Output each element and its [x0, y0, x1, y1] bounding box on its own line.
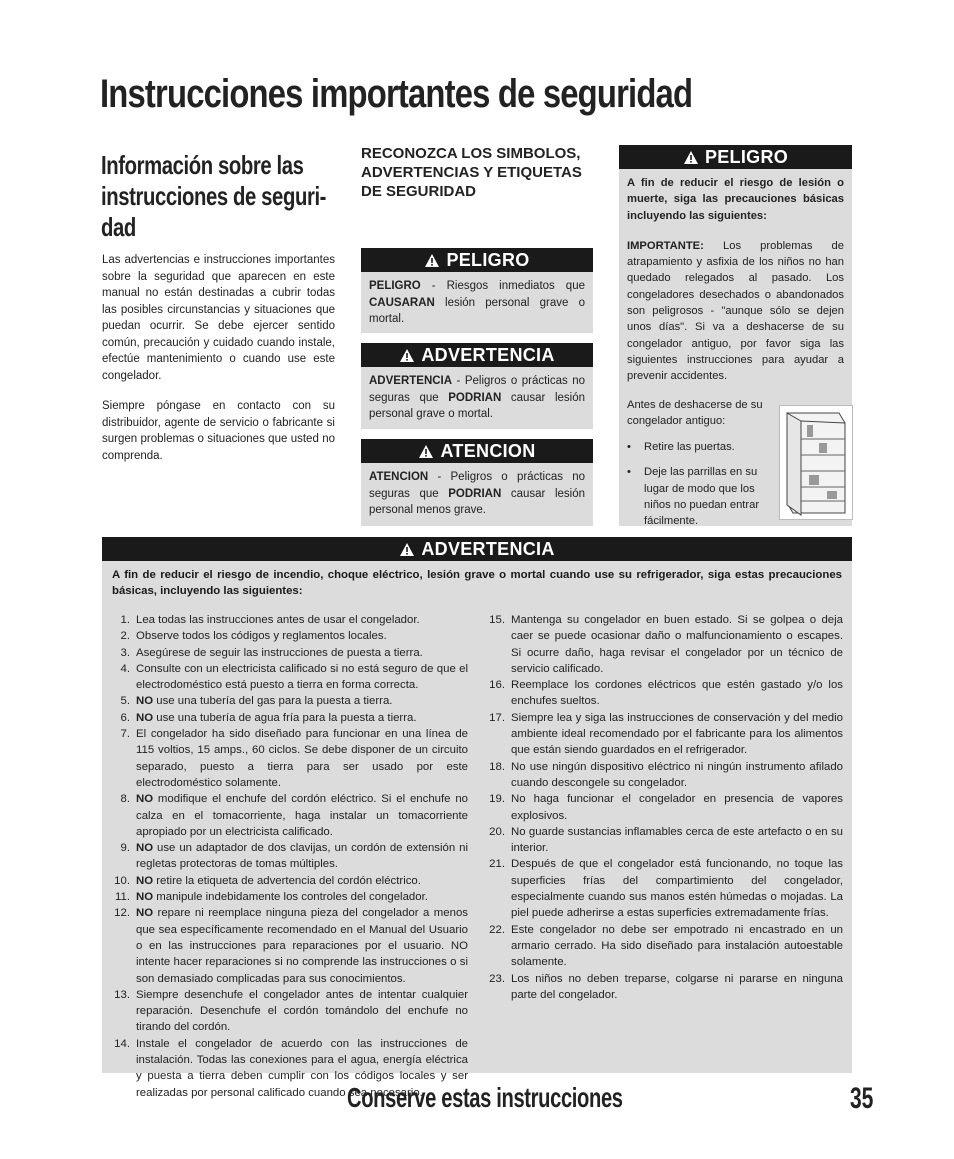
advertencia-label-bar [361, 343, 593, 367]
disposal-intro: Antes de deshacerse de su congelador antiguo: [627, 398, 763, 427]
advertencia-label: ADVERTENCIA [421, 345, 555, 365]
precaution-item: 15. Mantenga su congelador en buen estado. Si se golpea o deja caer se puede ocasionar daño o malfuncionamiento o escapes. Si ocurre daño, haga revisar el congelador por un técnico de servicio calificado. [489, 614, 843, 675]
atencion-label: ATENCION [440, 441, 536, 461]
precautions-list-left [102, 612, 468, 1101]
advertencia-description: ADVERTENCIA - Peligros o prácticas no seguras que PODRIAN causar lesión personal grave o mortal. [369, 375, 585, 420]
precaution-item: 3. Asegúrese de seguir las instrucciones de puesta a tierra. [120, 646, 423, 659]
page-number: 35 [850, 1082, 874, 1115]
advertencia-section-label: ADVERTENCIA [421, 539, 555, 559]
section-title: Información sobre las instrucciones de seguri-dad [101, 150, 327, 242]
bullet-item: • Retire las puertas. [627, 441, 735, 454]
advertencia-intro: A fin de reducir el riesgo de incendio, choque eléctrico, lesión grave o mortal cuando use su refrigerador, siga estas precauciones básicas, incluyendo las siguientes: [112, 569, 842, 598]
precaution-item: 1. Lea todas las instrucciones antes de usar el congelador. [120, 614, 420, 626]
warning-triangle-icon [418, 444, 434, 459]
advertencia-section-bar [102, 537, 852, 561]
danger-box-intro: A fin de reducir el riesgo de lesión o muerte, siga las precauciones básicas incluyendo las siguientes: [627, 177, 844, 222]
danger-box-label: PELIGRO [704, 147, 789, 167]
precaution-item: 13. Siempre desenchufe el congelador antes de intentar cualquier reparación. Desenchufe el cordón tomándolo del enchufe no tirando del cordón. [114, 988, 468, 1034]
precaution-item: 2. Observe todos los códigos y reglamentos locales. [120, 630, 387, 643]
atencion-label-bar [361, 439, 593, 463]
precaution-item: 4. Consulte con un electricista calificado si no está seguro de que el electrodoméstico está puesto a tierra en forma correcta. [120, 662, 468, 692]
open-freezer-illustration [779, 405, 853, 520]
precaution-item: 20. No guarde sustancias inflamables cerca de este artefacto o en su interior. [489, 825, 843, 855]
danger-box-bar [619, 145, 852, 169]
precaution-item: 5. NO use una tubería del gas para la puesta a tierra. [120, 695, 393, 708]
precaution-item: 12. NO repare ni reemplace ninguna pieza del congelador a menos que sea específicamente recomendado en el Manual del Usuario o en las instrucciones para reparaciones por el usuario. NO intente hacer reparaciones si no comprende las instrucciones o si son demasiado complicadas para sus conocimientos. [114, 907, 468, 985]
warning-triangle-icon [424, 253, 440, 268]
advertencia-symbol-box [361, 343, 593, 429]
symbols-heading: RECONOZCA LOS SIMBOLOS, ADVERTENCIAS Y ETIQUETAS DE SEGURIDAD [361, 145, 582, 200]
danger-description: PELIGRO - Riesgos inmediatos que CAUSARAN lesión personal grave o mortal. [369, 280, 585, 325]
precaution-item: 10. NO retire la etiqueta de advertencia del cordón eléctrico. [114, 874, 421, 887]
precaution-item: 8. NO modifique el enchufe del cordón eléctrico. Si el enchufe no calza en el tomacorriente, haga instalar un tomacorriente apropiado por un electricista calificado. [120, 793, 468, 838]
precautions-list-right [477, 612, 843, 1003]
atencion-description: ATENCION - Peligros o prácticas no seguras que PODRIAN causar lesión personal menos grave. [369, 471, 585, 516]
danger-symbol-box [361, 248, 593, 333]
precaution-item: 14. Instale el congelador de acuerdo con las instrucciones de instalación. Todas las conexiones para el agua, energía eléctrica y puesta a tierra deben cumplir con los códigos locales y ser realizadas por personal calificado cuando sea necesario. [114, 1037, 468, 1099]
precaution-item: 11. NO manipule indebidamente los controles del congelador. [115, 891, 428, 904]
intro-paragraph-1: Las advertencias e instrucciones importantes sobre la seguridad que aparecen en este manual no están destinadas a cubrir todas las posibles circunstancias y situaciones que puedan ocurrir. Se debe ejercer sentido común, precaución y cuidado cuando instale, efectúe mantenimiento o cuando use este congelador. [102, 254, 335, 382]
warning-triangle-icon [399, 348, 415, 363]
atencion-symbol-box [361, 439, 593, 526]
precaution-item: 7. El congelador ha sido diseñado para funcionar en una línea de 115 voltios, 15 amps., 60 ciclos. Se debe disponer de un circuito separado, puesto a tierra para ser usado por este electrodoméstico solamente. [120, 728, 468, 789]
intro-paragraph-2: Siempre póngase en contacto con su distribuidor, agente de servicio o fabricante si surgen problemas o situaciones que usted no comprenda. [102, 400, 335, 462]
precaution-item: 23. Los niños no deben treparse, colgarse ni pararse en ninguna parte del congelador. [489, 972, 843, 1001]
danger-box-important: IMPORTANTE: Los problemas de atrapamiento y asfixia de los niños no han quedado relegados al pasado. Los congeladores desechados o abandonados son peligrosos - "aunque sólo se dejen unos días". Si va a deshacerse de su congelador antiguo, por favor siga las siguientes instrucciones para ayudar a prevenir accidentes. [627, 239, 844, 383]
warning-triangle-icon [683, 150, 699, 165]
bullet-item: • Deje las parrillas en su lugar de modo que los niños no puedan entrar fácilmente. [627, 466, 760, 528]
precaution-item: 6. NO use una tubería de agua fría para la puesta a tierra. [120, 711, 417, 724]
precaution-item: 17. Siempre lea y siga las instrucciones de conservación y del medio ambiente ideal recomendado por el fabricante para los alimentos que están siendo guardados en el refrigerador. [489, 711, 843, 757]
precaution-item: 22. Este congelador no debe ser empotrado ni encastrado en un armario cerrado. Ha sido diseñado para instalación autoestable solamente. [489, 923, 843, 969]
precaution-item: 21. Después de que el congelador está funcionando, no toque las superficies frías del compartimiento del congelador, especialmente cuando sus manos estén húmedas o mojadas. La piel puede adherirse a estas superficies extremadamente frías. [489, 858, 843, 920]
precaution-item: 19. No haga funcionar el congelador en presencia de vapores explosivos. [489, 793, 843, 822]
page-title: Instrucciones importantes de seguridad [100, 72, 693, 116]
precaution-item: 16. Reemplace los cordones eléctricos que estén gastado y/o los enchufes sueltos. [489, 679, 843, 708]
danger-box [619, 145, 852, 526]
precaution-item: 9. NO use un adaptador de dos clavijas, un cordón de extensión ni regletas protectoras de tomas múltiples. [120, 842, 468, 871]
footer-title: Conserve estas instrucciones [347, 1082, 623, 1113]
danger-label-bar [361, 248, 593, 272]
danger-label: PELIGRO [446, 250, 530, 270]
precaution-item: 18. No use ningún dispositivo eléctrico ni ningún instrumento afilado cuando descongele su congelador. [489, 760, 843, 789]
warning-triangle-icon [399, 542, 415, 557]
